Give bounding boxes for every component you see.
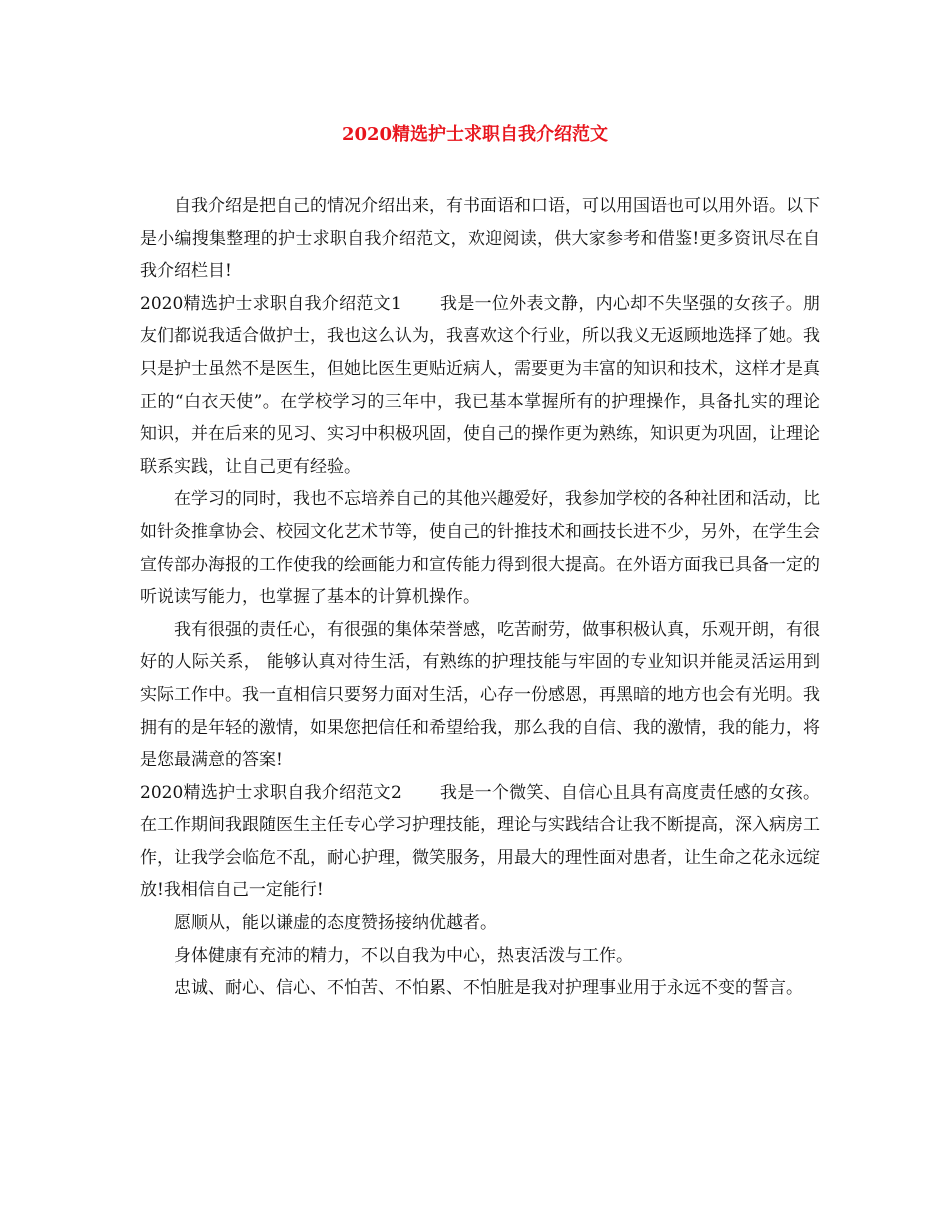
paragraph-pledge: 忠诚、耐心、信心、不怕苦、不怕累、不怕脏是我对护理事业用于永远不变的誓言。 bbox=[174, 978, 803, 999]
sample-1-heading: 2020精选护士求职自我介绍范文1 bbox=[140, 293, 402, 314]
sample-2-text: 我是一个微笑、自信心且具有高度责任感的女孩。在工作期间我跟随医生主任专心学习护理技能，理论与实践结合让我不断提高，深入病房工作，让我学会临危不乱，耐心护理，微笑服务，用最大的理性面对患者，让生命之花永远绽放!我相信自己一定能行! bbox=[140, 782, 820, 901]
paragraph-health: 身体健康有充沛的精力，不以自我为中心，热衷活泼与工作。 bbox=[174, 945, 633, 966]
document-title: 2020精选护士求职自我介绍范文 bbox=[341, 124, 609, 145]
paragraph-responsibility: 我有很强的责任心，有很强的集体荣誉感，吃苦耐劳，做事积极认真，乐观开朗，有很好的人际关系， 能够认真对待生活，有熟练的护理技能与牢固的专业知识并能灵活运用到实际工作中。我一直相信只要努力面对生活，心存一份感恩，再黑暗的地方也会有光明。我拥有的是年轻的激情，如果您把信任和希望给我，那么我的自信、我的激情，我的能力，将是您最满意的答案! bbox=[140, 619, 820, 771]
sample-2-heading: 2020精选护士求职自我介绍范文2 bbox=[140, 782, 402, 803]
paragraph-hobbies: 在学习的同时，我也不忘培养自己的其他兴趣爱好，我参加学校的各种社团和活动，比如针灸推拿协会、校园文化艺术节等，使自己的针推技术和画技长进不少，另外，在学生会宣传部办海报的工作使我的绘画能力和宣传能力得到很大提高。在外语方面我已具备一定的听说读写能力，也掌握了基本的计算机操作。 bbox=[140, 489, 820, 608]
paragraph-intro: 自我介绍是把自己的情况介绍出来，有书面语和口语，可以用国语也可以用外语。以下是小编搜集整理的护士求职自我介绍范文，欢迎阅读，供大家参考和借鉴!更多资讯尽在自我介绍栏目! bbox=[140, 196, 820, 282]
paragraph-sample-2 bbox=[140, 777, 820, 907]
document-body bbox=[140, 190, 820, 1005]
paragraph-sample-1 bbox=[140, 288, 820, 484]
sample-1-text: 我是一位外表文静，内心却不失坚强的女孩子。朋友们都说我适合做护士，我也这么认为，我喜欢这个行业，所以我义无返顾地选择了她。我只是护士虽然不是医生，但她比医生更贴近病人，需要更为丰富的知识和技术，这样才是真正的“白衣天使”。在学校学习的三年中，我已基本掌握所有的护理操作，具备扎实的理论知识，并在后来的见习、实习中积极巩固，使自己的操作更为熟练，知识更为巩固，让理论联系实践，让自己更有经验。 bbox=[140, 293, 820, 477]
paragraph-humble: 愿顺从，能以谦虚的态度赞扬接纳优越者。 bbox=[174, 913, 497, 934]
